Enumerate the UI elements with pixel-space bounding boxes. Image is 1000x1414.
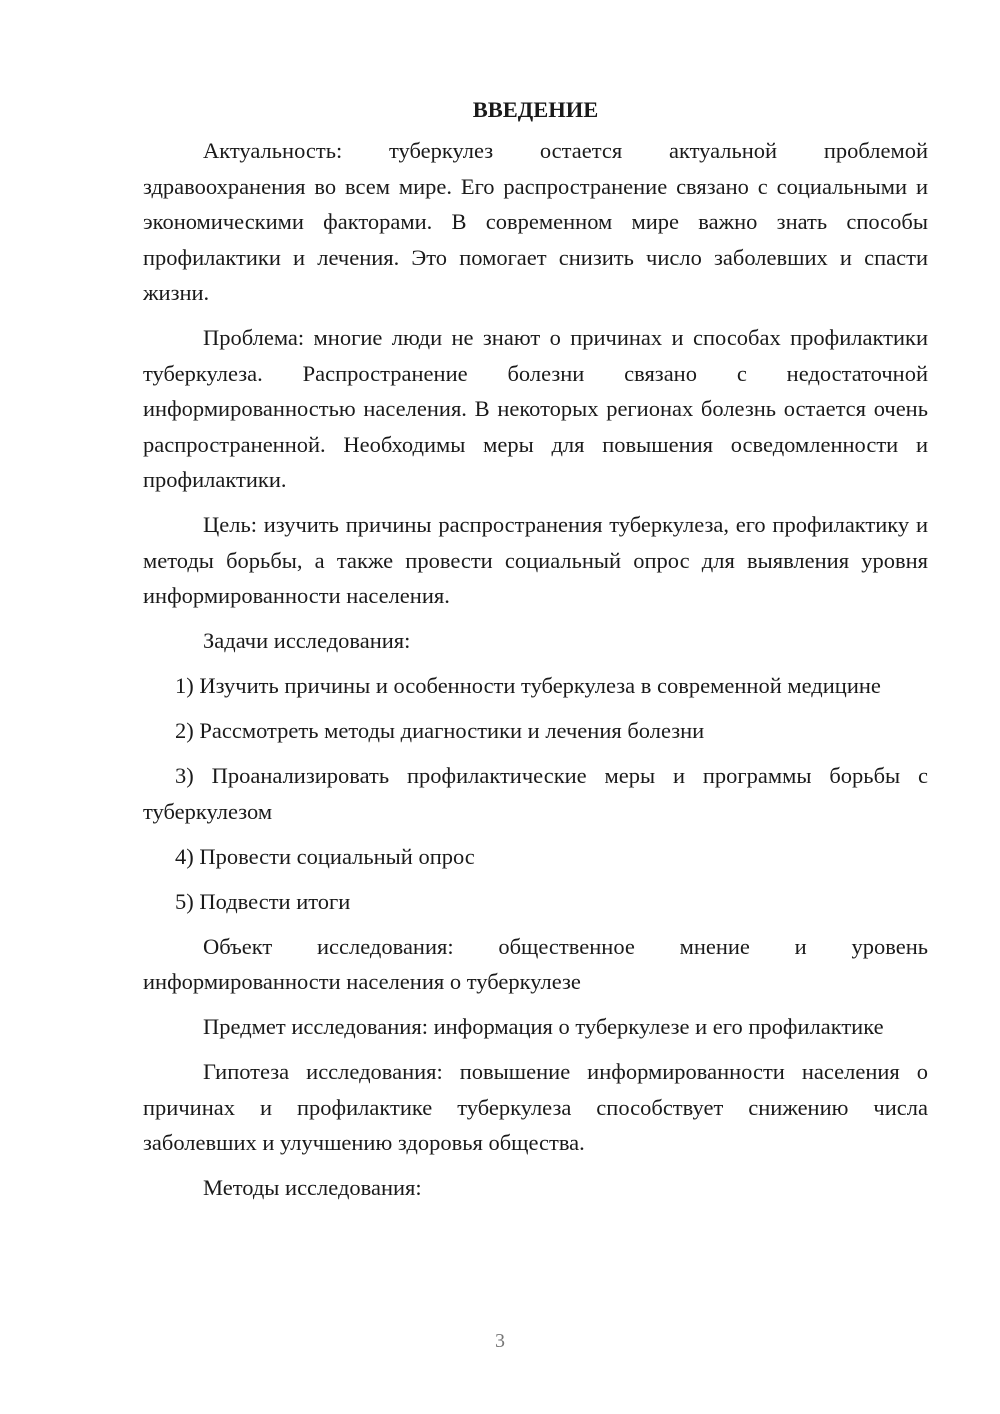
task-item-3: 3) Проанализировать профилактические меры и программы борьбы с туберкулезом [143, 763, 928, 824]
object-paragraph: Объект исследования: общественное мнение и уровень информированности населения о туберкулезе [143, 933, 928, 994]
relevance-paragraph: Актуальность: туберкулез остается актуальной проблемой здравоохранения во всем мире. Его распространение связано с социальными и экономическими факторами. В современном мире важно знать способы профилактики и лечения. Это помогает снизить число заболевших и спасти жизни. [143, 138, 928, 305]
goal-paragraph: Цель: изучить причины распространения туберкулеза, его профилактику и методы борьбы, а также провести социальный опрос для выявления уровня информированности населения. [143, 512, 928, 608]
page-number: 3 [495, 1330, 505, 1352]
problem-paragraph: Проблема: многие люди не знают о причинах и способах профилактики туберкулеза. Распространение болезни связано с недостаточной информированностью населения. В некоторых регионах болезнь остается очень распространенной. Необходимы меры для повышения осведомленности и профилактики. [143, 325, 928, 492]
subject-paragraph: Предмет исследования: информация о туберкулезе и его профилактике [203, 1014, 884, 1039]
hypothesis-paragraph: Гипотеза исследования: повышение информированности населения о причинах и профилактике туберкулеза способствует снижению числа заболевших и улучшению здоровья общества. [143, 1059, 928, 1155]
task-item-4: 4) Провести социальный опрос [175, 843, 475, 869]
methods-heading: Методы исследования: [203, 1175, 422, 1200]
page-content [143, 92, 928, 1215]
task-item-5: 5) Подвести итоги [175, 888, 351, 914]
section-heading: ВВЕДЕНИЕ [472, 97, 599, 122]
task-item-2: 2) Рассмотреть методы диагностики и лечения болезни [175, 718, 705, 743]
task-item-1: 1) Изучить причины и особенности туберкулеза в современной медицине [175, 673, 881, 698]
tasks-heading: Задачи исследования: [203, 628, 411, 653]
